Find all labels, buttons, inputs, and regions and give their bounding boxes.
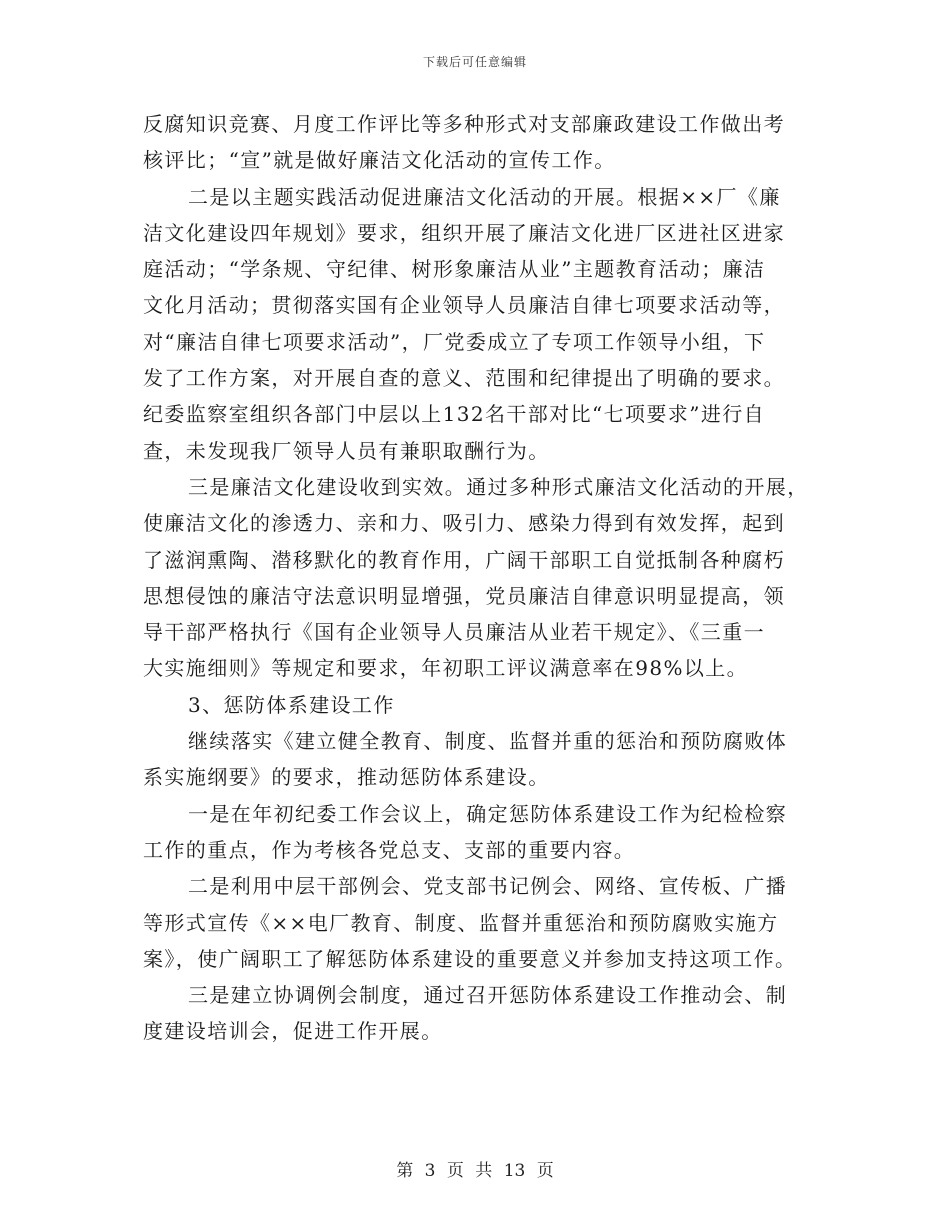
- paragraph-line: 核评比；“宣”就是做好廉洁文化活动的宣传工作。: [143, 148, 616, 173]
- paragraph-line: 纪委监察室组织各部门中层以上132名干部对比“七项要求”进行自: [143, 402, 766, 427]
- paragraph-line: 了滋润熏陶、潜移默化的教育作用，广阔干部职工自觉抵制各种腐朽: [143, 547, 785, 572]
- paragraph-first-line: 二是以主题实践活动促进廉洁文化活动的开展。根据××厂《廉: [188, 184, 781, 209]
- paragraph-line: 使廉洁文化的渗透力、亲和力、吸引力、感染力得到有效发挥，起到: [143, 511, 785, 536]
- paragraph-first-line: 一是在年初纪委工作会议上，确定惩防体系建设工作为纪检检察: [188, 801, 788, 826]
- paragraph-line: 等形式宣传《××电厂教育、制度、监督并重惩治和预防腐败实施方: [143, 910, 779, 935]
- paragraph-line: 思想侵蚀的廉洁守法意识明显增强，党员廉洁自律意识明显提高，领: [143, 583, 785, 608]
- paragraph-line: 系实施纲要》的要求，推动惩防体系建设。: [143, 765, 550, 790]
- paragraph-first-line: 继续落实《建立健全教育、制度、监督并重的惩治和预防腐败体: [188, 729, 788, 754]
- paragraph-line: 查，未发现我厂领导人员有兼职取酬行为。: [143, 438, 550, 463]
- paragraph-line: 案》，使广阔职工了解惩防体系建设的重要意义并参加支持这项工作。: [143, 946, 797, 971]
- page-number-footer: 第 3 页 共 13 页: [396, 1161, 554, 1181]
- paragraph-line: 反腐知识竞赛、月度工作评比等多种形式对支部廉政建设工作做出考: [143, 112, 785, 136]
- paragraph-line: 导干部严格执行《国有企业领导人员廉洁从业若干规定》、《三重一: [143, 620, 765, 645]
- page-header-note: 下载后可任意编辑: [422, 55, 527, 69]
- paragraph-line: 大实施细则》等规定和要求，年初职工评议满意率在98%以上。: [143, 656, 749, 681]
- paragraph-line: 庭活动；“学条规、守纪律、树形象廉洁从业”主题教育活动；廉洁: [143, 257, 766, 282]
- paragraph-first-line: 三是建立协调例会制度，通过召开惩防体系建设工作推动会、制: [188, 983, 788, 1008]
- paragraph-line: 文化月活动；贯彻落实国有企业领导人员廉洁自律七项要求活动等，: [143, 293, 785, 318]
- paragraph-line: 工作的重点，作为考核各党总支、支部的重要内容。: [143, 837, 636, 862]
- paragraph-first-line: 三是廉洁文化建设收到实效。通过多种形式廉洁文化活动的开展，: [188, 474, 809, 499]
- paragraph-first-line: 二是利用中层干部例会、党支部书记例会、网络、宣传板、广播: [188, 874, 788, 899]
- paragraph-line: 洁文化建设四年规划》要求，组织开展了廉洁文化进厂区进社区进家: [143, 220, 785, 245]
- document-body: [143, 106, 807, 1050]
- paragraph-line: 度建设培训会，促进工作开展。: [143, 1019, 443, 1044]
- paragraph-first-line: 3、惩防体系建设工作: [188, 692, 395, 717]
- paragraph-line: 发了工作方案，对开展自查的意义、范围和纪律提出了明确的要求。: [143, 366, 785, 391]
- paragraph-line: 对“廉洁自律七项要求活动”，厂党委成立了专项工作领导小组，下: [143, 329, 766, 354]
